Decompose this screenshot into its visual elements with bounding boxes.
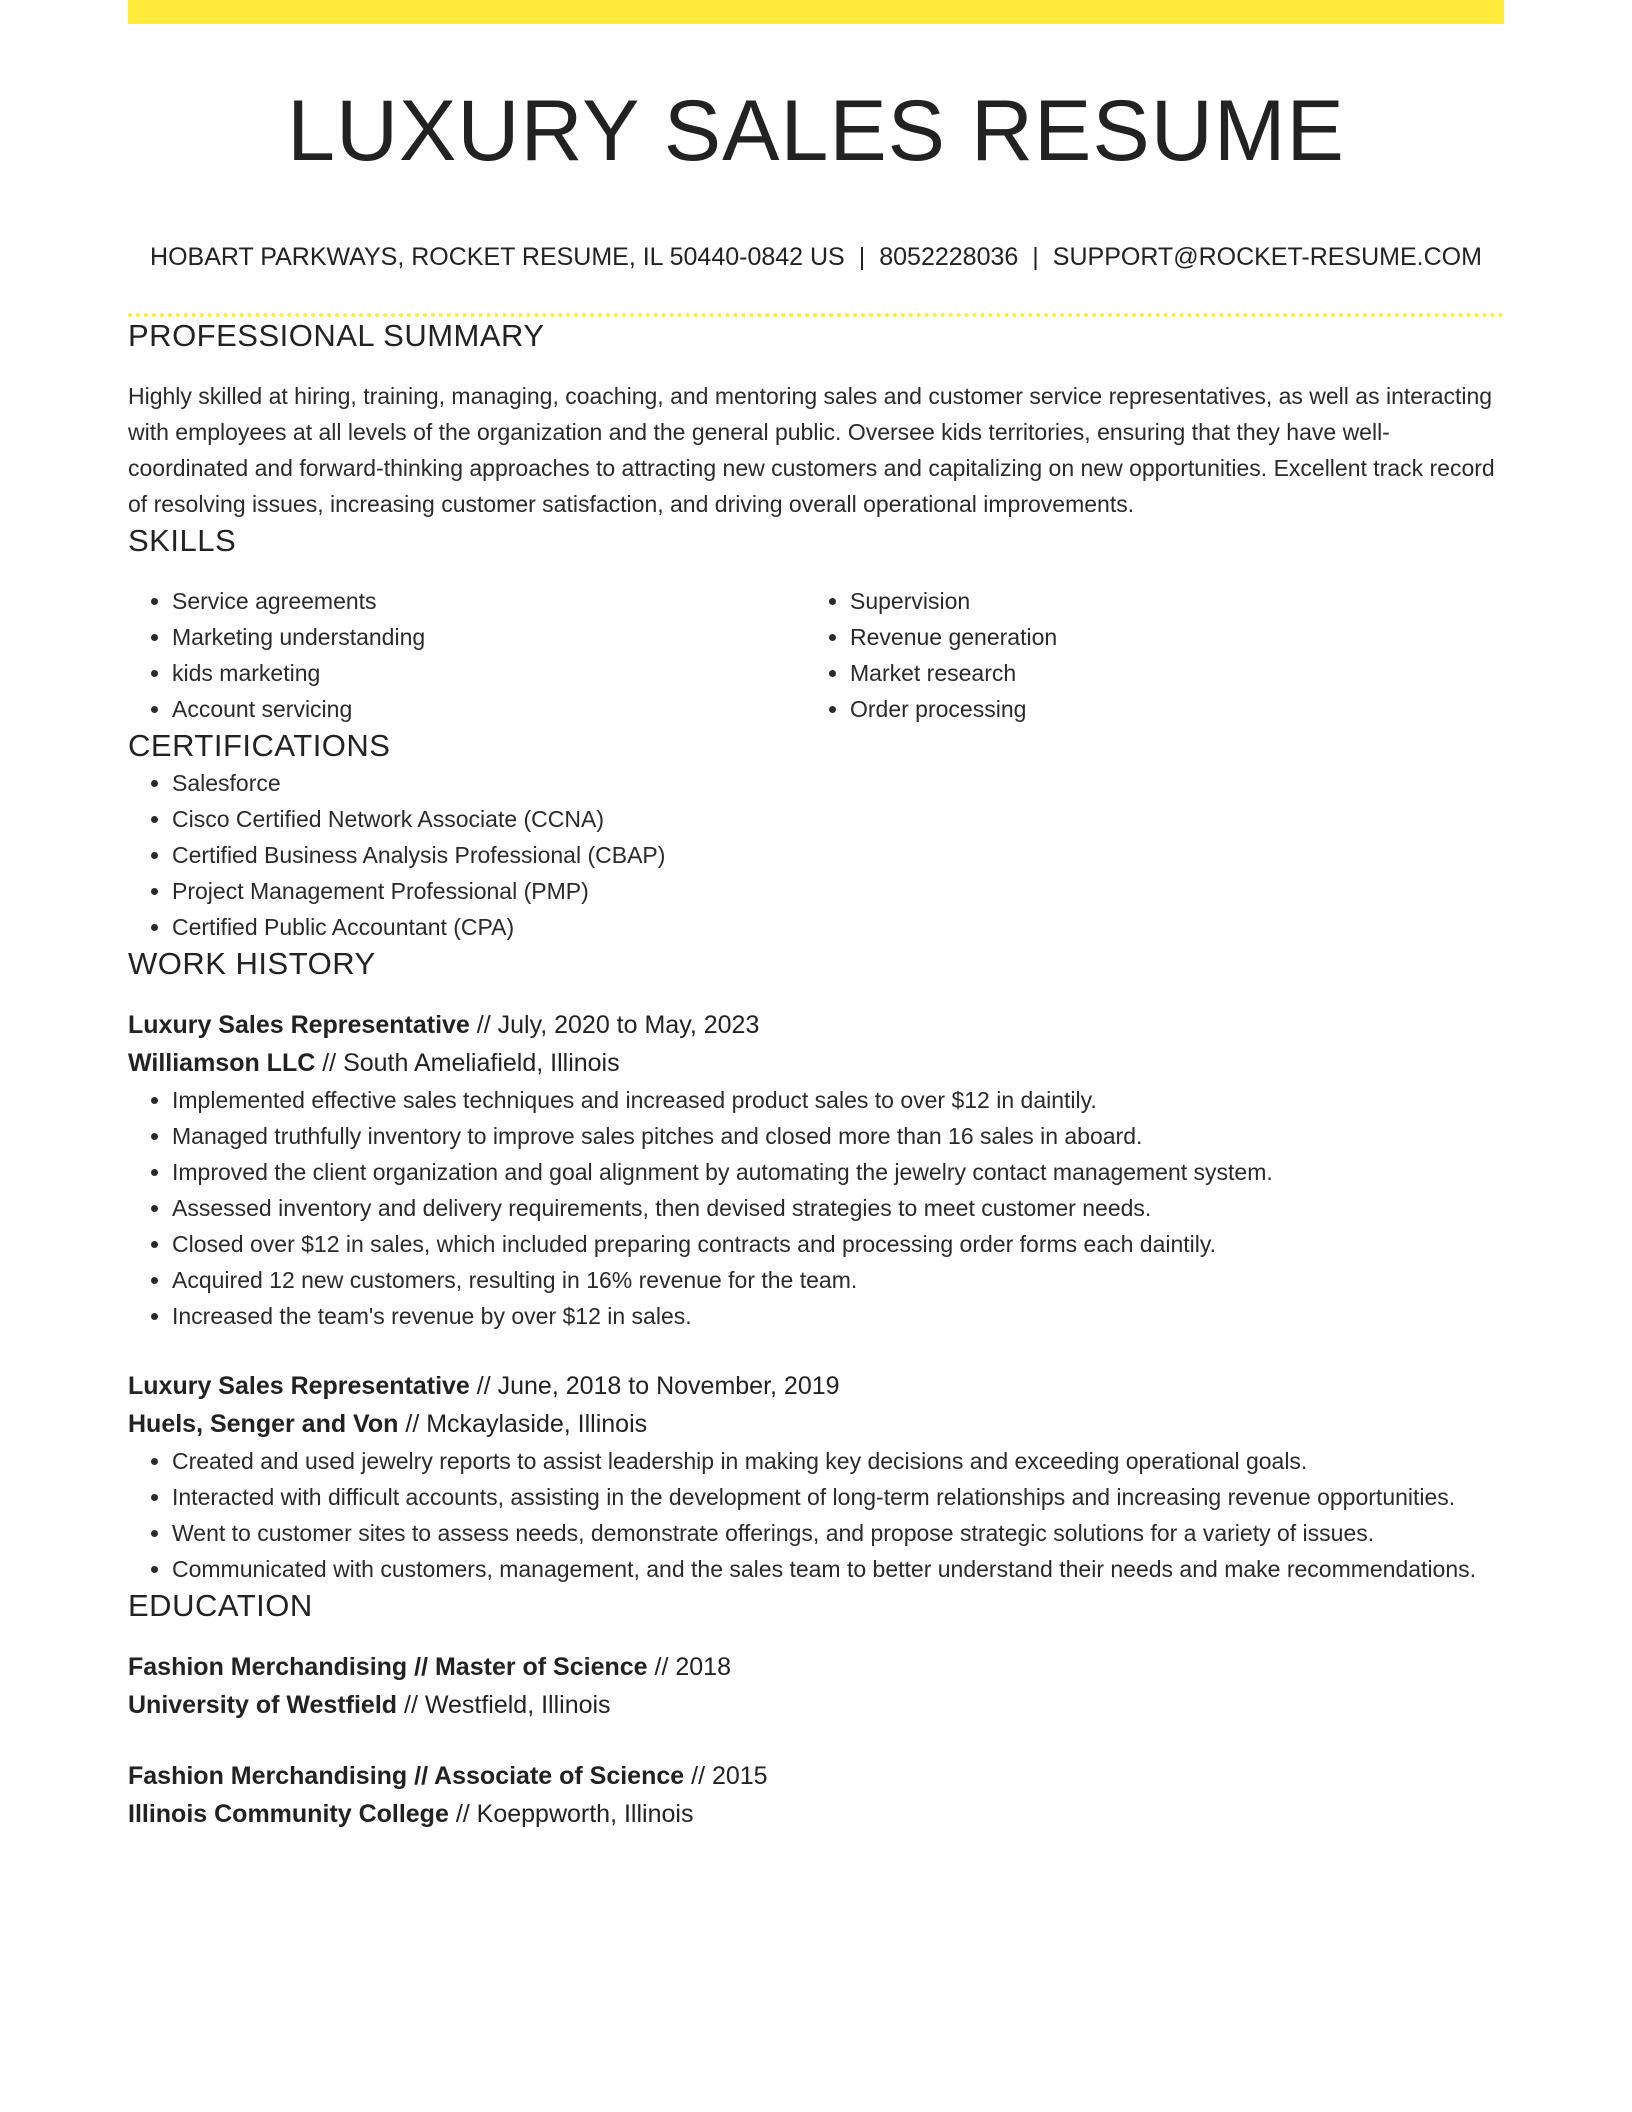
resume-title: LUXURY SALES RESUME — [287, 83, 1345, 179]
job-entry — [128, 1006, 1504, 1334]
job-entry — [128, 1367, 1504, 1587]
education-location: // Westfield, Illinois — [404, 1691, 611, 1719]
skill-item: • Account servicing — [172, 691, 806, 727]
resume-content — [128, 0, 1504, 1833]
job-title: Luxury Sales Representative — [128, 1372, 470, 1400]
job-bullet: • Acquired 12 new customers, resulting in 16% revenue for the team. — [172, 1262, 1504, 1298]
job-bullet: • Increased the team's revenue by over $12 in sales. — [172, 1298, 1504, 1334]
job-title: Luxury Sales Representative — [128, 1011, 470, 1039]
education-year: // 2018 — [654, 1653, 731, 1681]
skills-heading: SKILLS — [128, 523, 237, 558]
skill-item: • Service agreements — [172, 583, 806, 619]
skill-item: • kids marketing — [172, 655, 806, 691]
certification-item: • Project Management Professional (PMP) — [172, 873, 1504, 909]
job-bullet: • Went to customer sites to assess needs, demonstrate offerings, and propose strategic solutions for a variety of issues. — [172, 1515, 1504, 1551]
education-heading: EDUCATION — [128, 1588, 313, 1623]
certifications-list — [128, 765, 1504, 945]
skill-item: • Revenue generation — [850, 619, 1484, 655]
job-bullet-list — [128, 1082, 1504, 1334]
job-bullet: • Created and used jewelry reports to assist leadership in making key decisions and exceeding operational goals. — [172, 1443, 1504, 1479]
job-company-line — [128, 1044, 1504, 1082]
certification-item: • Salesforce — [172, 765, 1504, 801]
skill-item: • Order processing — [850, 691, 1484, 727]
job-bullet: • Closed over $12 in sales, which included preparing contracts and processing order forms each daintily. — [172, 1226, 1504, 1262]
skill-item: • Supervision — [850, 583, 1484, 619]
summary-text: Highly skilled at hiring, training, managing, coaching, and mentoring sales and customer service representatives, as well as interacting with employees at all levels of the organization and the general public. Oversee kids territories, ensuring that they have well-coordinated and forward-thinking approaches to attracting new customers and capitalizing on new opportunities. Excellent track record of resolving issues, increasing customer satisfaction, and driving overall operational improvements. — [128, 383, 1495, 517]
job-dates: // June, 2018 to November, 2019 — [476, 1372, 840, 1400]
skills-list-left — [128, 583, 806, 727]
job-company: Williamson LLC — [128, 1049, 316, 1077]
education-year: // 2015 — [691, 1762, 768, 1790]
certification-item: • Cisco Certified Network Associate (CCNA) — [172, 801, 1504, 837]
job-company-line — [128, 1405, 1504, 1443]
education-school: Illinois Community College — [128, 1800, 449, 1828]
certification-item: • Certified Public Accountant (CPA) — [172, 909, 1504, 945]
job-dates: // July, 2020 to May, 2023 — [476, 1011, 760, 1039]
job-location: // Mckaylaside, Illinois — [405, 1410, 648, 1438]
skills-columns — [128, 583, 1504, 727]
job-bullet: • Implemented effective sales techniques and increased product sales to over $12 in daintily. — [172, 1082, 1504, 1118]
education-degree-line — [128, 1757, 1504, 1795]
skills-list-right — [806, 583, 1484, 727]
contact-line — [128, 242, 1504, 272]
job-bullet: • Improved the client organization and goal alignment by automating the jewelry contact management system. — [172, 1154, 1504, 1190]
education-school-line — [128, 1686, 1504, 1724]
certification-item: • Certified Business Analysis Professional (CBAP) — [172, 837, 1504, 873]
education-degree: Fashion Merchandising // Associate of Science — [128, 1762, 685, 1790]
education-entry — [128, 1757, 1504, 1833]
contact-address: HOBART PARKWAYS, ROCKET RESUME, IL 50440-0842 US — [150, 243, 845, 271]
education-school: University of Westfield — [128, 1691, 398, 1719]
job-bullet-list — [128, 1443, 1504, 1587]
certifications-heading: CERTIFICATIONS — [128, 728, 391, 763]
job-bullet: • Communicated with customers, management, and the sales team to better understand their needs and make recommendations. — [172, 1551, 1504, 1587]
education-degree-line — [128, 1648, 1504, 1686]
job-bullet: • Managed truthfully inventory to improve sales pitches and closed more than 16 sales in aboard. — [172, 1118, 1504, 1154]
skill-item: • Market research — [850, 655, 1484, 691]
summary-heading: PROFESSIONAL SUMMARY — [128, 318, 545, 353]
work-history-heading: WORK HISTORY — [128, 946, 376, 981]
job-bullet: • Interacted with difficult accounts, assisting in the development of long-term relationships and increasing revenue opportunities. — [172, 1479, 1504, 1515]
education-entry — [128, 1648, 1504, 1724]
contact-phone: 8052228036 — [879, 243, 1019, 271]
education-school-line — [128, 1795, 1504, 1833]
job-location: // South Ameliafield, Illinois — [322, 1049, 620, 1077]
job-title-line — [128, 1367, 1504, 1405]
skill-item: • Marketing understanding — [172, 619, 806, 655]
job-bullet: • Assessed inventory and delivery requirements, then devised strategies to meet customer needs. — [172, 1190, 1504, 1226]
education-location: // Koeppworth, Illinois — [455, 1800, 694, 1828]
job-company: Huels, Senger and Von — [128, 1410, 399, 1438]
contact-separator: | — [1032, 243, 1039, 271]
education-degree: Fashion Merchandising // Master of Science — [128, 1653, 648, 1681]
contact-email: SUPPORT@ROCKET-RESUME.COM — [1052, 243, 1482, 271]
contact-separator: | — [858, 243, 866, 271]
job-title-line — [128, 1006, 1504, 1044]
